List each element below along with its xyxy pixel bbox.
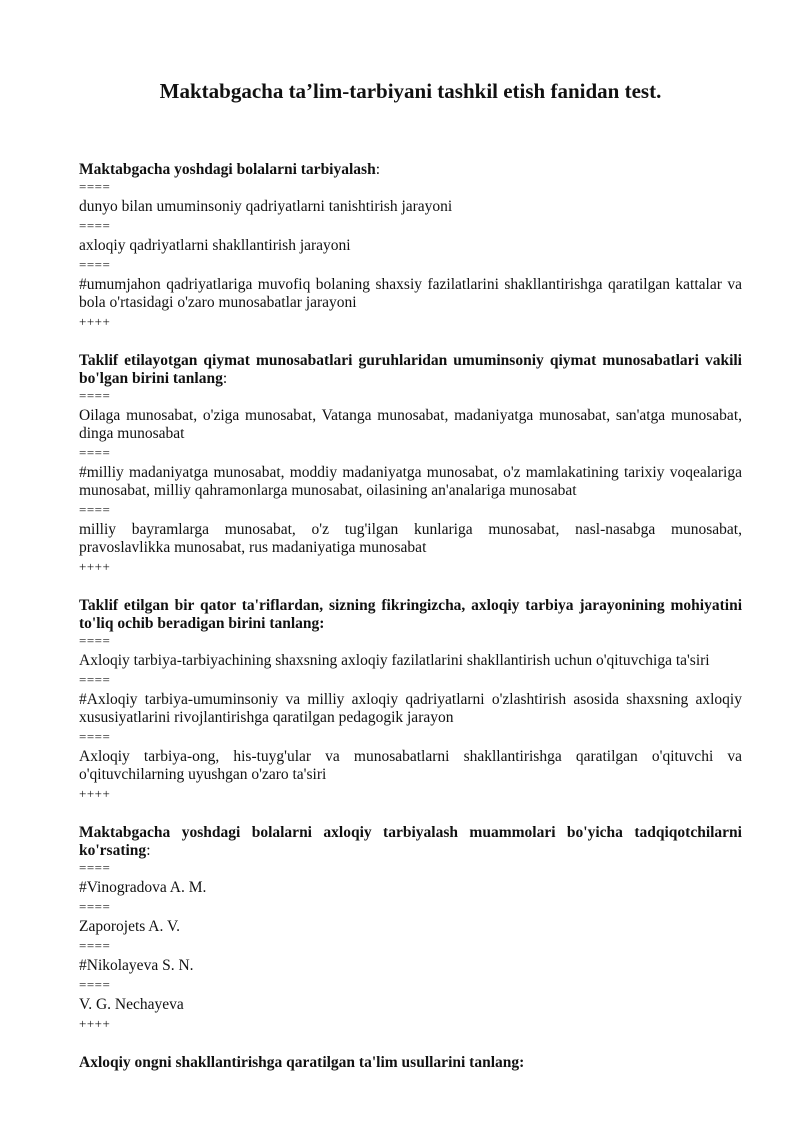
end-marker: ++++ xyxy=(79,314,111,329)
end-marker: ++++ xyxy=(79,559,111,574)
question-text: Maktabgacha yoshdagi bolalarni axloqiy tarbiyalash muammolari bo'yicha tadqiqotchilarni ko'rsating: xyxy=(79,824,742,859)
separator: ==== xyxy=(79,502,111,517)
answer-option: #Vinogradova A. M. xyxy=(79,879,207,896)
separator: ==== xyxy=(79,729,111,744)
separator: ==== xyxy=(79,445,111,460)
separator: ==== xyxy=(79,672,111,687)
document-page xyxy=(79,0,742,1094)
separator: ==== xyxy=(79,388,111,403)
answer-option: V. G. Nechayeva xyxy=(79,996,184,1013)
question-1 xyxy=(79,161,742,330)
question-2 xyxy=(79,352,742,575)
question-text: Taklif etilgan bir qator ta'riflardan, sizning fikringizcha, axloqiy tarbiya jarayonining mohiyatini to'liq ochib beradigan birini tanlang: xyxy=(79,597,742,632)
answer-option: axloqiy qadriyatlarni shakllantirish jarayoni xyxy=(79,237,351,254)
answer-option: Axloqiy tarbiya-ong, his-tuyg'ular va munosabatlarni shakllantirishga qaratilgan o'qituvchi va o'qituvchilarning uyushgan o'zaro ta'siri xyxy=(79,748,742,783)
question-5 xyxy=(79,1054,742,1072)
end-marker: ++++ xyxy=(79,1016,111,1031)
questions-list xyxy=(79,161,742,1072)
separator: ==== xyxy=(79,633,111,648)
answer-option: #Axloqiy tarbiya-umuminsoniy va milliy axloqiy qadriyatlarni o'zlashtirish asosida shaxsning axloqiy xususiyatlarini rivojlantirishga qaratilgan pedagogik jarayon xyxy=(79,691,742,726)
answer-option: milliy bayramlarga munosabat, o'z tug'ilgan kunlariga munosabat, nasl-nasabga munosabat, pravoslavlikka munosabat, rus madaniyatiga munosabat xyxy=(79,521,742,556)
answer-option: Zaporojets A. V. xyxy=(79,918,181,935)
answer-option: #umumjahon qadriyatlariga muvofiq bolaning shaxsiy fazilatlarini shakllantirishga qaratilgan kattalar va bola o'rtasidagi o'zaro munosabatlar jarayoni xyxy=(79,276,742,311)
question-text: Taklif etilayotgan qiymat munosabatlari guruhlaridan umuminsoniy qiymat munosabatlari vakili bo'lgan birini tanlang: xyxy=(79,352,742,387)
separator: ==== xyxy=(79,938,111,953)
document-title: Maktabgacha ta’lim-tarbiyani tashkil etish fanidan test. xyxy=(159,79,662,103)
end-marker: ++++ xyxy=(79,786,111,801)
separator: ==== xyxy=(79,257,111,272)
answer-option: Oilaga munosabat, o'ziga munosabat, Vatanga munosabat, madaniyatga munosabat, san'atga munosabat, dinga munosabat xyxy=(79,407,742,442)
answer-option: #milliy madaniyatga munosabat, moddiy madaniyatga munosabat, o'z mamlakatining tarixiy voqealariga munosabat, milliy qahramonlarga munosabat, oilasining an'analariga munosabat xyxy=(79,464,742,499)
question-text: Maktabgacha yoshdagi bolalarni tarbiyalash: xyxy=(79,161,381,178)
question-text: Axloqiy ongni shakllantirishga qaratilgan ta'lim usullarini tanlang: xyxy=(79,1054,525,1071)
question-4 xyxy=(79,824,742,1032)
separator: ==== xyxy=(79,179,111,194)
separator: ==== xyxy=(79,977,111,992)
separator: ==== xyxy=(79,860,111,875)
question-3 xyxy=(79,597,742,802)
separator: ==== xyxy=(79,218,111,233)
separator: ==== xyxy=(79,899,111,914)
answer-option: dunyo bilan umuminsoniy qadriyatlarni tanishtirish jarayoni xyxy=(79,198,453,215)
answer-option: #Nikolayeva S. N. xyxy=(79,957,194,974)
answer-option: Axloqiy tarbiya-tarbiyachining shaxsning axloqiy fazilatlarini shakllantirish uchun o'qituvchiga ta'siri xyxy=(79,652,710,669)
